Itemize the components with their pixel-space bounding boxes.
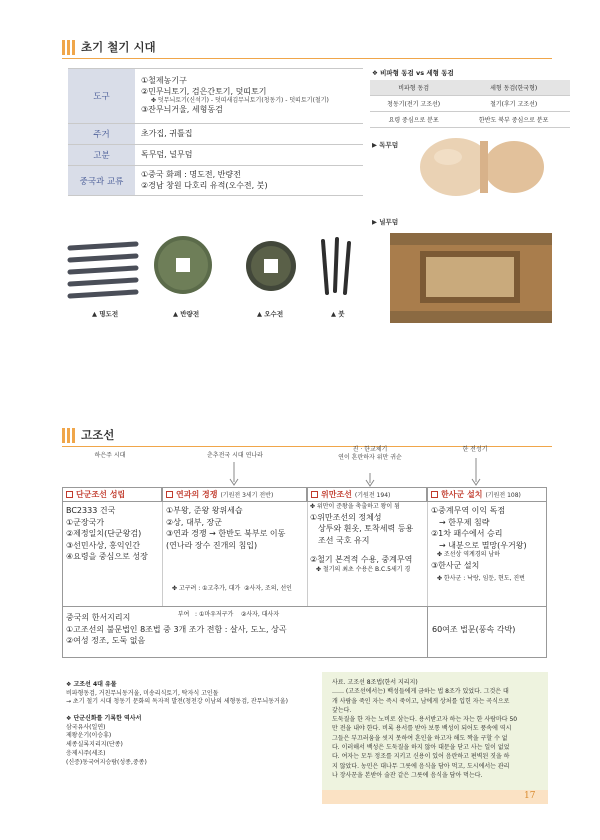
- col-line: ③선민사상, 홍익인간: [66, 540, 141, 550]
- quote-line: 만 전을 내야 한다. 비록 용서를 받아 보통 백성이 되어도 풍속에 역시: [332, 725, 512, 733]
- caption-wooden-coffin: ▶ 널무덤: [372, 218, 399, 226]
- law-right: 60여조 법문(풍속 각박): [432, 625, 516, 634]
- osujeon-image: [245, 240, 297, 292]
- column-divider: [427, 502, 428, 606]
- page-footer-bar: [322, 790, 548, 804]
- section-header-iron-age: [62, 36, 156, 58]
- relics-line: 제왕운기(이승휴): [66, 732, 112, 740]
- banryangjeon-image: [152, 234, 214, 296]
- quote-line: 그들은 부끄러움을 씻지 못하여 혼인을 하고자 해도 짝을 구할 수 없: [332, 734, 508, 742]
- section-header-gojoseon: [62, 424, 114, 446]
- timeline-era-3: 진 · 한교체기 연이 혼란하자 위만 귀순: [338, 446, 402, 462]
- quote-line: 나 장사꾼을 본받아 술잔 같은 그릇에 음식을 담아 먹는다.: [332, 771, 483, 779]
- box-title: 한사군 설치: [441, 490, 483, 499]
- exchange-line-2: ②경남 창원 다호리 유적(오수전, 붓): [141, 180, 268, 190]
- col-line: ②상, 대부, 장군: [166, 517, 222, 527]
- box-subtitle: (기원전 108): [485, 492, 521, 499]
- law-content: [66, 612, 426, 647]
- col-line: ②1차 패수에서 승리: [431, 529, 503, 539]
- brush-image: [315, 235, 360, 297]
- compare-cell: 철기(후기 고조선): [457, 96, 570, 112]
- compare-cell: 요령 중심으로 분포: [370, 112, 457, 128]
- relics-line: 세종실록지리지(단종): [66, 741, 123, 749]
- row-head-tools: 도구: [68, 69, 135, 124]
- relics-line: ❖ 단군신화를 기록한 역사서: [66, 715, 142, 723]
- exchange-line-1: ①중국 화폐 : 명도전, 반량전: [141, 169, 241, 179]
- iron-age-table: [68, 68, 363, 196]
- quote-line: 도둑질을 한 자는 노비로 삼는다. 용서받고자 하는 자는 한 사람마다 50: [332, 716, 518, 724]
- jar-tomb-image: [418, 133, 546, 201]
- section-bars-icon: [62, 40, 75, 55]
- law-line: 중국의 한서지리지: [66, 613, 131, 622]
- col-line: ④요령을 중심으로 성장: [66, 552, 148, 562]
- relics-line: 비파형동검, 거친무늬동거울, 미송리식토기, 탁자식 고인돌: [66, 689, 219, 697]
- col-line: 상투와 흰옷, 토착세력 등용: [318, 524, 414, 534]
- compare-title: ❖ 비파형 동검 vs 세형 동검: [372, 69, 454, 77]
- square-icon: [311, 491, 318, 498]
- note-line: ✤ 고구려 : ①고추가, 대가 ②사자, 조의, 선인: [172, 585, 292, 593]
- col-line: ②철기 본격적 수용, 중계무역: [310, 555, 413, 565]
- relics-line: 응제시주(세조): [66, 749, 106, 757]
- box-title: 단군조선 성립: [76, 490, 126, 499]
- col-line: ②제정일치(단군왕검): [66, 529, 142, 539]
- caption-osujeon: ▲ 오수전: [257, 310, 284, 318]
- quote-line: …… (고조선에서는) 백성들에게 금하는 법 8조가 있었다. 그것은 대: [332, 688, 509, 696]
- arrow-down-icon: [364, 472, 376, 486]
- timeline-era-2: 춘추전국 시대 연나라: [207, 452, 263, 459]
- col-note: ✤ 한사군 : 낙랑, 임둔, 현도, 진번: [437, 574, 525, 582]
- box-head-wiman: [307, 487, 427, 502]
- quote-line: 갚는다.: [332, 706, 352, 714]
- square-icon: [66, 491, 73, 498]
- compare-header-2: 세형 동검(한국형): [457, 80, 570, 96]
- caption-jar-tomb: ▶ 독무덤: [372, 141, 399, 149]
- col-line: ③연과 경쟁 → 한반도 북부로 이동: [166, 529, 286, 539]
- tools-line-1: ①철제농기구: [141, 75, 187, 85]
- column-divider: [307, 502, 308, 606]
- compare-table: [370, 80, 570, 128]
- square-icon: [166, 491, 173, 498]
- caption-myeongdojeon: ▲ 명도전: [92, 310, 119, 318]
- compare-cell: 한반도 북부 중심으로 분포: [457, 112, 570, 128]
- section-divider: [62, 58, 552, 59]
- section-title: 초기 철기 시대: [81, 40, 156, 54]
- col-note: ✤ 철기의 최초 수용은 B.C.5세기 경: [316, 566, 411, 574]
- box-subtitle: (기원전 3세기 전반): [220, 492, 274, 499]
- quote-line: 다. 이러해서 백성은 도둑질을 하지 않아 대문을 닫고 사는 일이 없었: [332, 744, 510, 752]
- box-title: 위만조선: [321, 490, 352, 499]
- law-divider: [427, 606, 428, 658]
- square-icon: [431, 491, 438, 498]
- box-title: 연과의 경쟁: [176, 490, 218, 499]
- row-content-tools: [135, 69, 363, 124]
- wooden-coffin-image: [390, 233, 552, 323]
- tools-line-3: ③잔무늬거울, 세형동검: [141, 105, 223, 115]
- col-line: ①중계무역 이익 독점: [431, 506, 506, 515]
- timeline-era-1: 하은주 시대: [94, 452, 126, 459]
- law-line: ①고조선의 불문법인 8조법 중 3개 조가 전함 : 살사, 도노, 상곡: [66, 624, 287, 634]
- box-subtitle: (기원전 194): [354, 492, 391, 499]
- col-note: ✤ 위만이 준왕을 축출하고 왕이 됨: [310, 503, 400, 510]
- box-head-yeon: [162, 487, 307, 502]
- compare-header-1: 비파형 동검: [370, 80, 457, 96]
- row-content-housing: 초가집, 귀틀집: [135, 124, 363, 145]
- eight-laws-source-box: [322, 672, 548, 790]
- col-line: ①부왕, 준왕 왕위세습: [166, 506, 243, 515]
- quote-line: 개 사람을 죽인 자는 즉시 죽이고, 남에게 상처를 입힌 자는 곡식으로: [332, 697, 510, 705]
- relics-line: (신증)동국여지승람(성종,중종): [66, 758, 147, 766]
- arrow-down-icon: [228, 462, 240, 486]
- section-title: 고조선: [81, 428, 115, 442]
- quote-line: 다. 여자는 모두 정조를 지키고 신용이 있어 음란하고 편벽된 짓을 하: [332, 753, 510, 761]
- col-line: BC2333 건국: [66, 506, 116, 515]
- relics-line: 삼국유사(일연): [66, 723, 106, 731]
- box-head-dangun: [62, 487, 162, 502]
- col-line: → 내분으로 멸망(우거왕): [439, 540, 527, 550]
- row-content-tombs: 독무덤, 널무덤: [135, 145, 363, 166]
- section-bars-icon: [62, 428, 75, 443]
- col-wiman: [310, 503, 426, 575]
- col-line: ①군장국가: [66, 517, 105, 527]
- row-content-exchange: [135, 166, 363, 196]
- col-dangun: [66, 505, 160, 563]
- col-line: (연나라 장수 진개의 침입): [166, 540, 258, 550]
- box-head-hansagun: [427, 487, 547, 502]
- caption-banryangjeon: ▲ 반량전: [173, 310, 200, 318]
- column-divider: [162, 502, 163, 606]
- col-line: ③한사군 설치: [431, 561, 480, 571]
- col-note: ✤ 조선상 역계경의 남하: [437, 551, 500, 559]
- quote-title: 사료. 고조선 8조법(한서 지리지): [332, 679, 418, 686]
- myeongdojeon-image: [64, 240, 144, 302]
- col-hansagun: [431, 505, 547, 583]
- col-line: 조선 국호 유지: [318, 535, 370, 545]
- row-head-exchange: 중국과 교류: [68, 166, 135, 196]
- relics-notes: [66, 681, 316, 767]
- col-line: ①위만조선의 정체성: [310, 512, 382, 522]
- relics-line: ❖ 고조선 4대 유물: [66, 681, 117, 688]
- relics-line: → 초기 철기 시대 청동기 문화의 독자적 발전(청천강 이남의 세형동검, 잔무늬동거울): [66, 698, 288, 706]
- col-yeon: [166, 505, 306, 551]
- compare-cell: 청동기(전기 고조선): [370, 96, 457, 112]
- page-number: 17: [524, 791, 536, 801]
- caption-brush: ▲ 붓: [331, 310, 345, 318]
- relics-spacer: [66, 707, 316, 715]
- row-head-tombs: 고분: [68, 145, 135, 166]
- tools-note: ✤ 덧무늬토기(신석기) - 덧띠새김무늬토기(청동기) - 덧띠토기(철기): [151, 97, 329, 105]
- tools-line-2: ②민무늬토기, 검은간토기, 덧띠토기: [141, 86, 267, 96]
- note-line: 부여 : ①마우저구가 ②사자, 대사자: [172, 611, 280, 619]
- arrow-down-icon: [470, 458, 482, 486]
- law-line: ②여성 정조, 도둑 없음: [66, 636, 146, 646]
- timeline-era-4: 한 전성기: [462, 446, 488, 453]
- quote-line: 지 않았다. 농민은 대나무 그릇에 음식을 담아 먹고, 도시에서는 관리: [332, 762, 510, 770]
- col-line: → 한무제 침략: [439, 517, 490, 527]
- row-head-housing: 주거: [68, 124, 135, 145]
